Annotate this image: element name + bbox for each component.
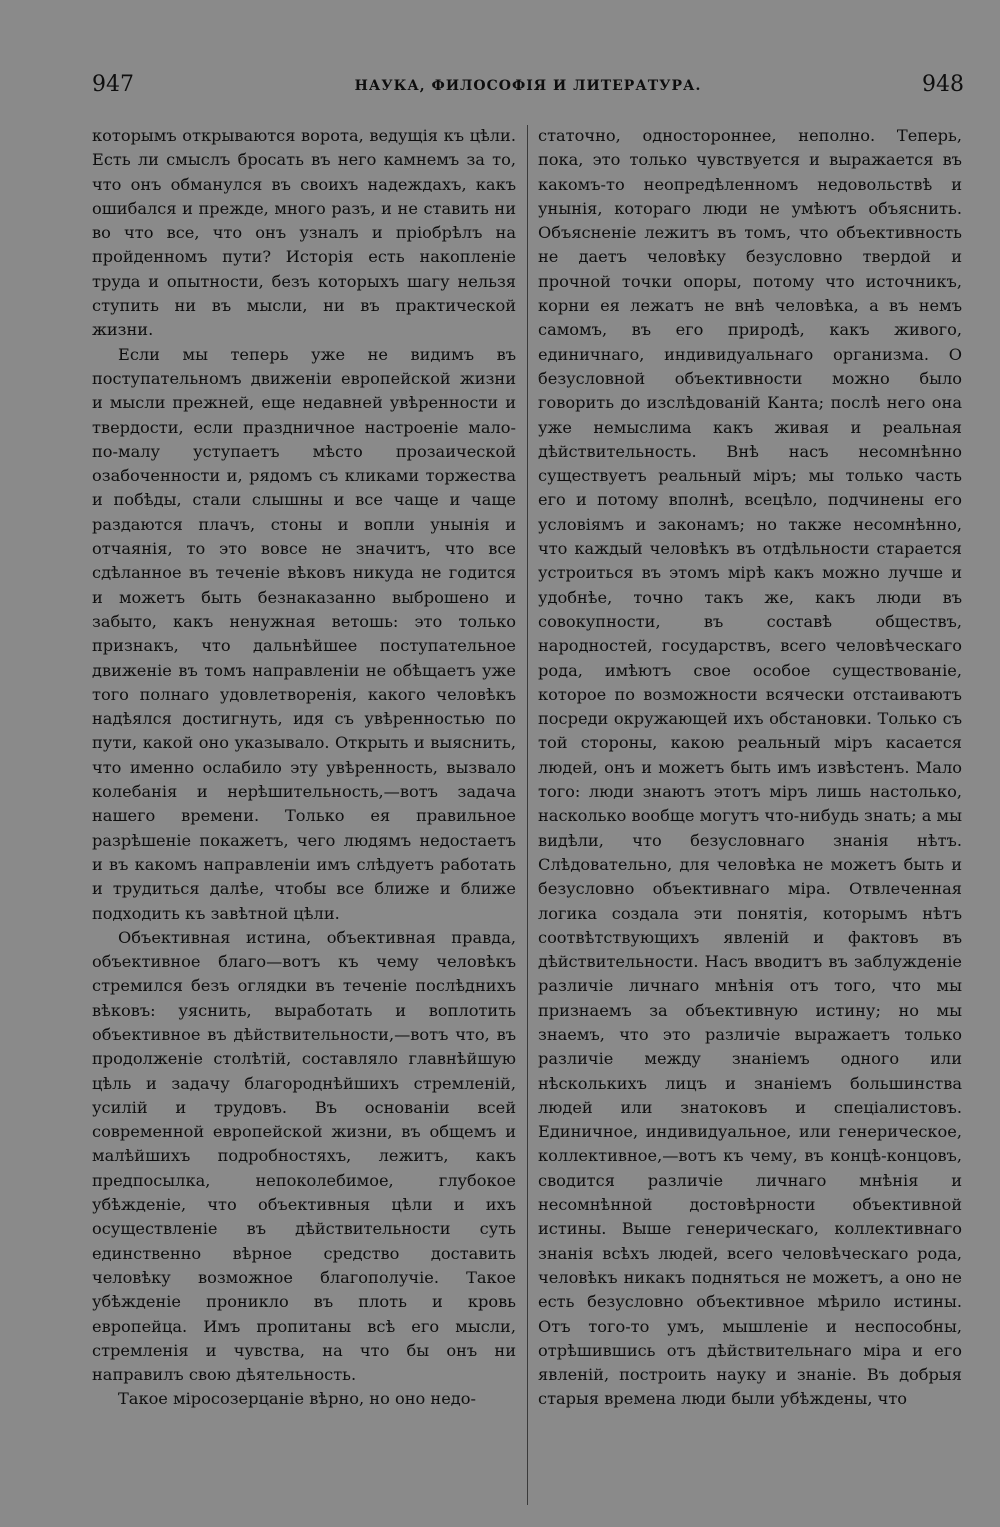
page-header [92, 72, 964, 104]
right-column [538, 124, 962, 1412]
page-number-left: 947 [92, 72, 134, 97]
column-divider [527, 125, 528, 1505]
paragraph: Объективная истина, объективная правда, объективное благо—вотъ къ чему человѣкъ стремился безъ оглядки въ теченіе послѣднихъ вѣковъ: уяснить, выработать и воплотить объективное въ дѣйствительности,—вотъ что, въ продолженіе столѣтій, составляло главнѣйшую цѣль и задачу благороднѣйшихъ стремленій, усилій и трудовъ. Въ основаніи всей современной европейской жизни, въ общемъ и малѣйшихъ подробностяхъ, лежитъ, какъ предпосылка, непоколебимое, глубокое убѣжденіе, что объективныя цѣли и ихъ осуществленіе въ дѣйствительности суть единственно вѣрное средство доставить человѣку возможное благополучіе. Такое убѣжденіе проникло въ плоть и кровь европейца. Имъ пропитаны всѣ его мысли, стремленія и чувства, на что бы онъ ни направилъ свою дѣятельность. [92, 927, 516, 1385]
paragraph: Если мы теперь уже не видимъ въ поступательномъ движеніи европейской жизни и мысли прежней, еще недавней увѣренности и твердости, если праздничное настроеніе мало-по-малу уступаетъ мѣсто прозаической озабоченности и, рядомъ съ кликами торжества и побѣды, стали слышны и все чаще и чаще раздаются плачъ, стоны и вопли унынія и отчаянія, то это вовсе не значитъ, что все сдѣланное въ теченіе вѣковъ никуда не годится и можетъ быть безнаказанно выброшено и забыто, какъ ненужная ветошь: это только признакъ, что дальнѣйшее поступательное движеніе въ томъ направленіи не обѣщаетъ уже того полнаго удовлетворенія, какого человѣкъ надѣялся достигнуть, идя съ увѣренностью по пути, какой оно указывало. Открыть и выяснить, что именно ослабило эту увѣренность, вызвало колебанія и нерѣшительность,—вотъ задача нашего времени. Только ея правильное разрѣшеніе покажетъ, чего людямъ недостаетъ и въ какомъ направленіи имъ слѣдуетъ работать и трудиться далѣе, чтобы все ближе и ближе подходить къ завѣтной цѣли. [92, 344, 516, 923]
running-title: НАУКА, ФИЛОСОФІЯ И ЛИТЕРАТУРА. [354, 78, 702, 94]
paragraph: которымъ открываются ворота, ведущія къ цѣли. Есть ли смыслъ бросать въ него камнемъ за то, что онъ обманулся въ своихъ надеждахъ, какъ ошибался и прежде, много разъ, и не ставить ни во что все, что онъ узналъ и пріобрѣлъ на пройденномъ пути? Исторія есть накопленіе труда и опытности, безъ которыхъ шагу нельзя ступить ни въ мысли, ни въ практической жизни. [92, 126, 516, 340]
left-column [92, 124, 516, 1412]
page-number-right: 948 [922, 72, 964, 97]
paragraph: статочно, одностороннее, неполно. Теперь, пока, это только чувствуется и выражается въ какомъ-то неопредѣленномъ недовольствѣ и унынія, котораго люди не умѣютъ объяснить. Объясненіе лежитъ въ томъ, что объективность не даетъ человѣку безусловно твердой и прочной точки опоры, потому что источникъ, корни ея лежатъ не внѣ человѣка, а въ немъ самомъ, въ его природѣ, какъ живого, единичнаго, индивидуальнаго организма. О безусловной объективности можно было говорить до изслѣдованій Канта; послѣ него она уже немыслима какъ живая и реальная дѣйствительность. Внѣ насъ несомнѣнно существуетъ реальный міръ; мы только часть его и потому вполнѣ, всецѣло, подчинены его условіямъ и законамъ; но также несомнѣнно, что каждый человѣкъ въ отдѣльности старается устроиться въ этомъ мірѣ какъ можно лучше и удобнѣе, точно такъ же, какъ люди въ совокупности, въ составѣ обществъ, народностей, государствъ, всего человѣческаго рода, имѣютъ свое особое существованіе, которое по возможности всячески отстаиваютъ посреди окружающей ихъ обстановки. Только съ той стороны, какою реальный міръ касается людей, онъ и можетъ быть имъ извѣстенъ. Мало того: люди знаютъ этотъ міръ лишь настолько, насколько вообще могутъ что-нибудь знать; а мы видѣли, что безусловнаго знанія нѣтъ. Слѣдовательно, для человѣка не можетъ быть и безусловно объективнаго міра. Отвлеченная логика создала эти понятія, которымъ нѣтъ соотвѣтствующихъ явленій и фактовъ въ дѣйствительности. Насъ вводитъ въ заблужденіе различіе личнаго мнѣнія отъ того, что мы признаемъ за объективную истину; но мы знаемъ, что это различіе выражаетъ только различіе между знаніемъ одного или нѣсколькихъ лицъ и знаніемъ большинства людей или знатоковъ и спеціалистовъ. Единичное, индивидуальное, или генерическое, коллективное,—вотъ къ чему, въ концѣ-концовъ, сводится различіе личнаго мнѣнія и несомнѣнной достовѣрности объективной истины. Выше генерическаго, коллективнаго знанія всѣхъ людей, всего человѣческаго рода, человѣкъ никакъ подняться не можетъ, а оно не есть безусловно объективное мѣрило истины. Отъ того-то умъ, мышленіе и неспособны, отрѣшившись отъ дѣйствительнаго міра и его явленій, построить науку и знаніе. Въ добрыя старыя времена люди были убѣждены, что [538, 126, 962, 1409]
paragraph: Такое міросозерцаніе вѣрно, но оно недо- [118, 1389, 476, 1409]
